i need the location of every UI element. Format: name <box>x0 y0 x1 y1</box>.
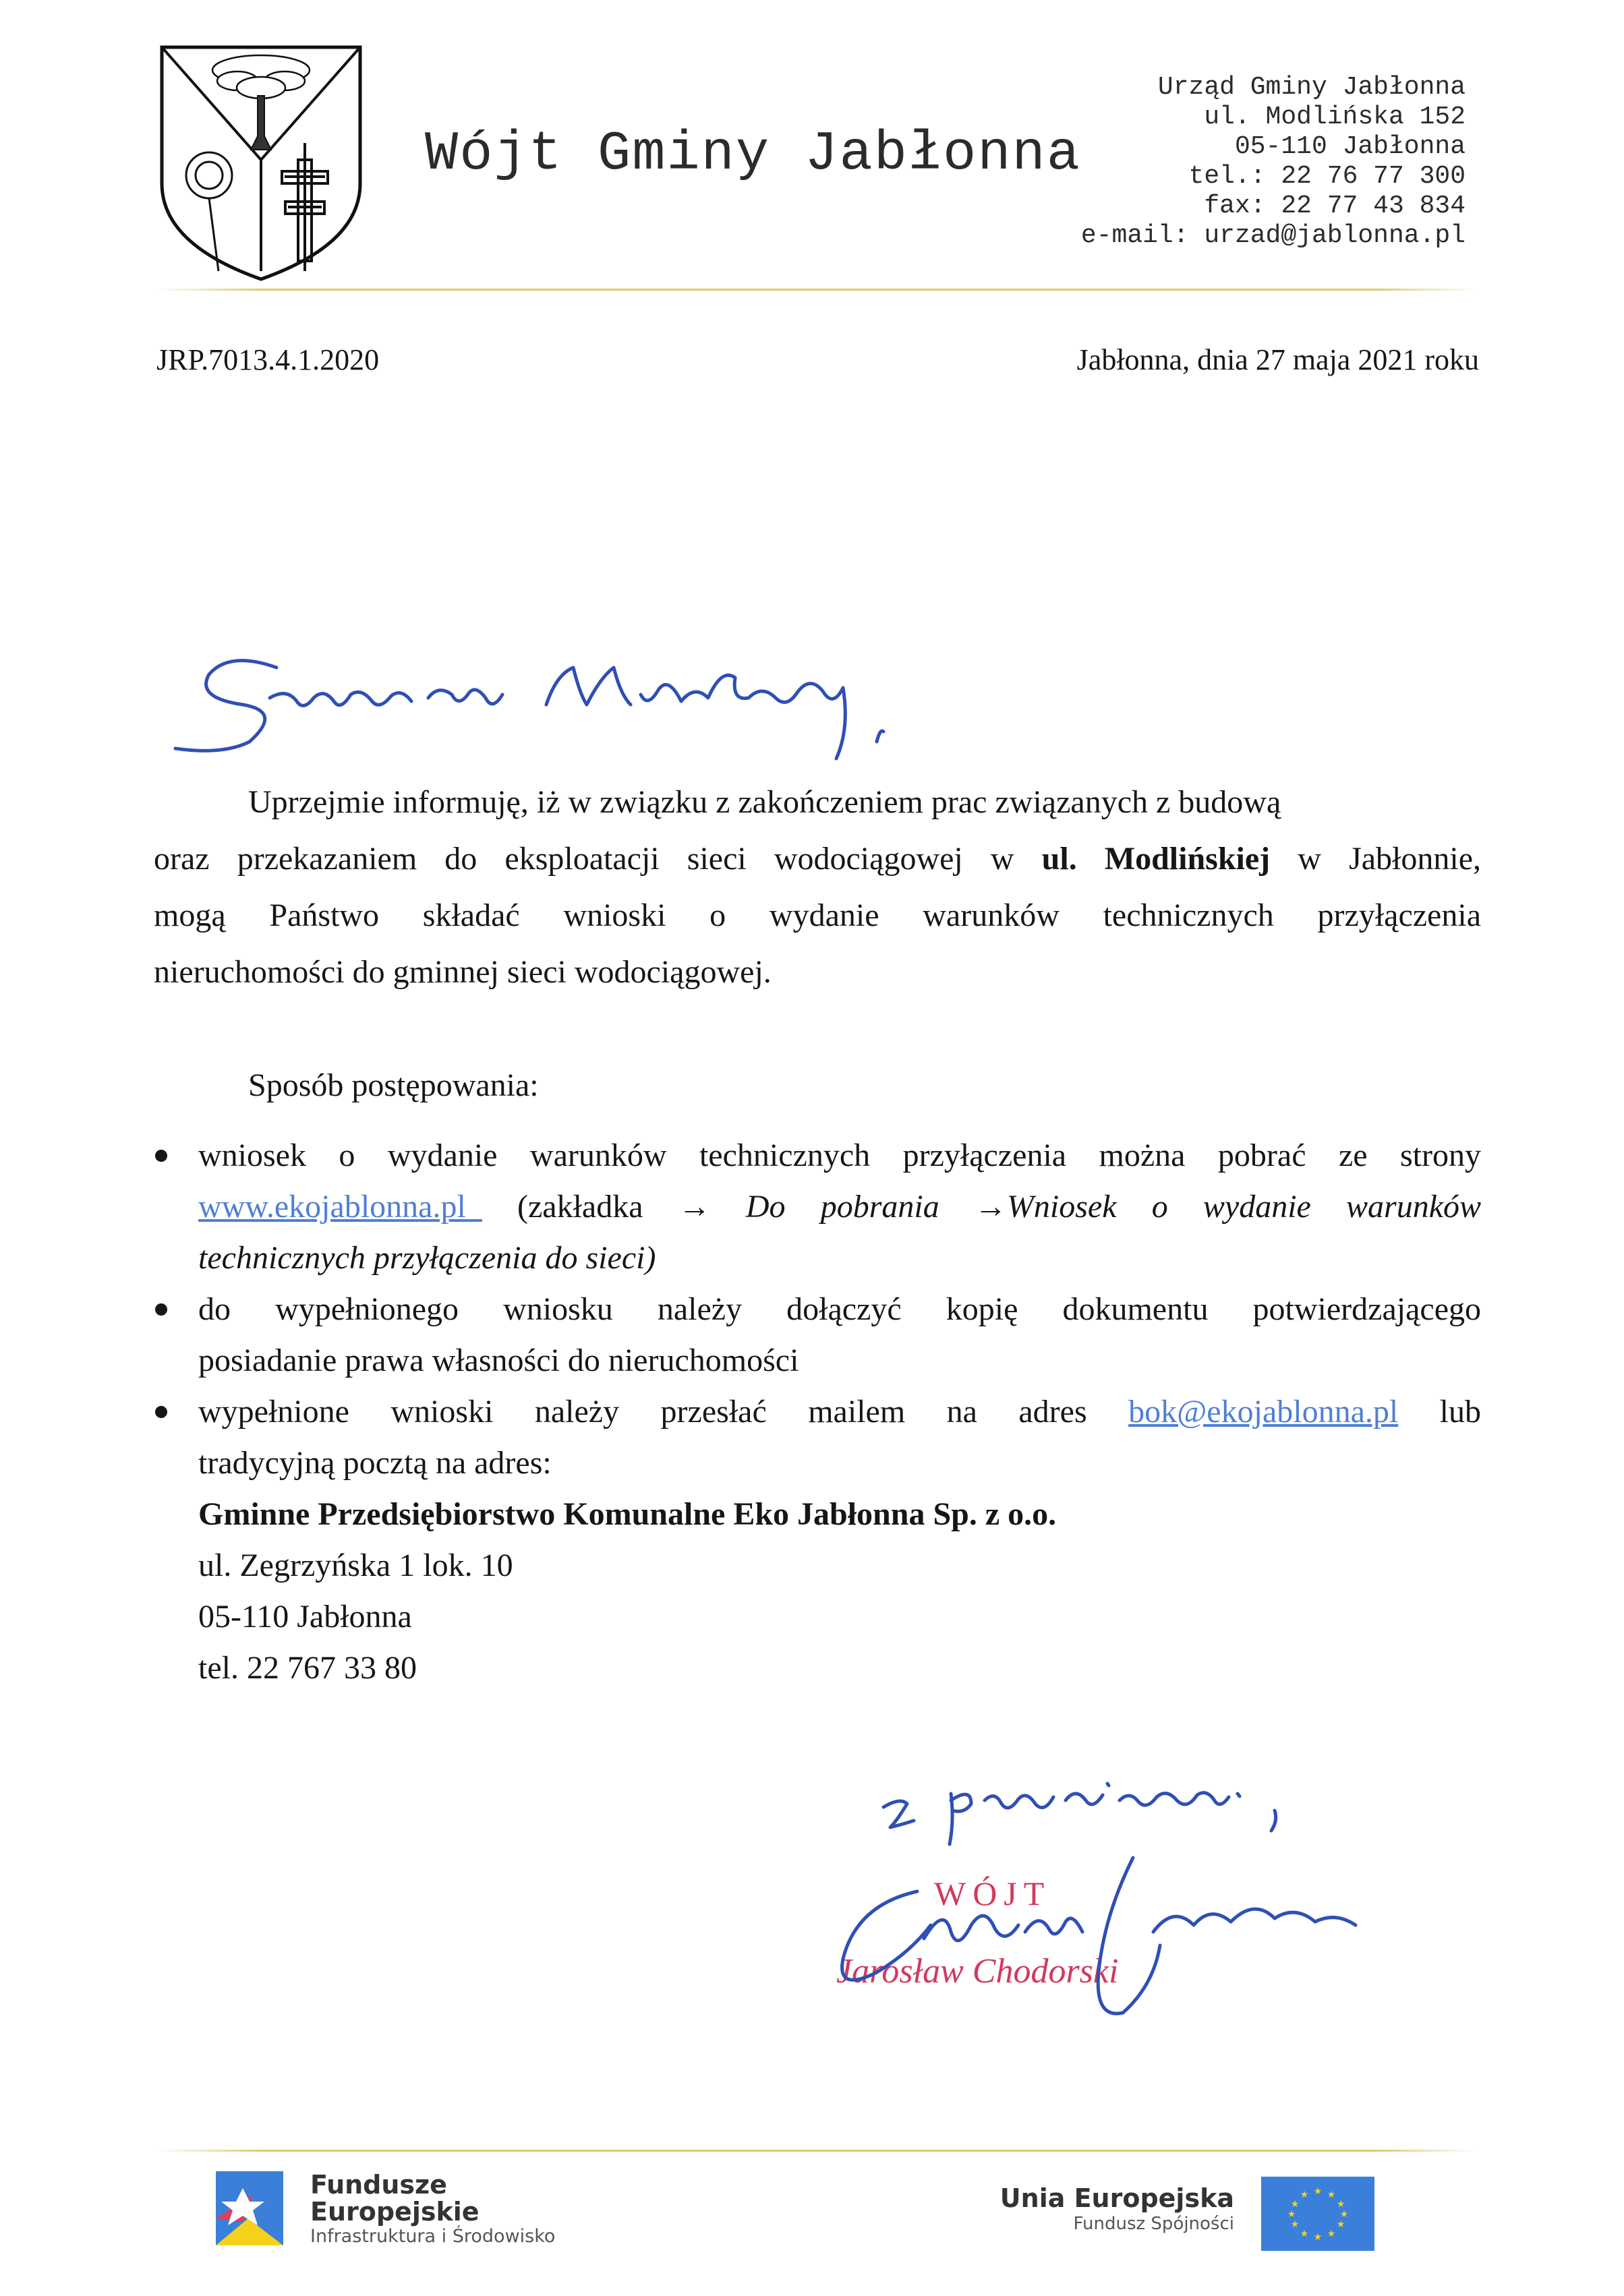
list-line: do wypełnionego wniosku należy dołączyć kopię dokumentu potwierdzającego <box>198 1291 1481 1327</box>
address-street: ul. Zegrzyńska 1 lok. 10 <box>198 1548 513 1583</box>
office-title: Wójt Gminy Jabłonna <box>425 123 1081 185</box>
list-line: tradycyjną pocztą na adres: <box>198 1445 552 1481</box>
signature-stamp <box>816 1851 1477 2033</box>
paragraph-line: Uprzejmie informuję, iż w związku z zakończeniem prac związanych z budową <box>248 784 1281 820</box>
company-address <box>154 1489 1481 1694</box>
street-name: ul. Modlińskiej <box>1041 841 1271 877</box>
fundusze-europejskie-logo-icon <box>216 2171 283 2245</box>
fe-title-1: Fundusze <box>310 2170 447 2200</box>
signature-stamp-graphic <box>816 1851 1477 2033</box>
list-item <box>154 1386 1481 1489</box>
svg-text:★: ★ <box>1300 2229 1309 2239</box>
svg-text:★: ★ <box>1327 2229 1336 2239</box>
list-line <box>198 1386 1481 1438</box>
svg-text:★: ★ <box>1327 2189 1336 2200</box>
coat-of-arms-icon <box>156 42 366 285</box>
contact-email: e-mail: urzad@jablonna.pl <box>1080 221 1466 250</box>
svg-text:★: ★ <box>1290 2219 1300 2230</box>
svg-text:★: ★ <box>1300 2189 1309 2200</box>
download-path: Do pobrania →Wniosek o wydanie warunków <box>745 1189 1482 1225</box>
email-link[interactable]: bok@ekojablonna.pl <box>1128 1394 1399 1430</box>
svg-text:★: ★ <box>1287 2209 1296 2220</box>
handwritten-salutation <box>169 647 998 769</box>
contact-office: Urząd Gminy Jabłonna <box>1157 73 1466 102</box>
svg-text:★: ★ <box>1336 2219 1345 2230</box>
fe-subtitle: Infrastruktura i Środowisko <box>310 2226 556 2247</box>
bullet-icon <box>155 1303 167 1316</box>
svg-text:★: ★ <box>1339 2209 1349 2220</box>
company-name: Gminne Przedsiębiorstwo Komunalne Eko Jabłonna Sp. z o.o. <box>198 1496 1057 1532</box>
eu-subtitle: Fundusz Spójności <box>1073 2214 1234 2234</box>
handwritten-closing <box>870 1746 1315 1848</box>
contact-city: 05-110 Jabłonna <box>1234 132 1466 161</box>
address-city: 05-110 Jabłonna <box>198 1599 412 1635</box>
text-run: lub <box>1439 1394 1482 1430</box>
reference-number: JRP.7013.4.1.2020 <box>156 343 380 376</box>
list-line <box>198 1233 1481 1284</box>
bullet-icon <box>155 1150 167 1162</box>
contact-phone: tel.: 22 76 77 300 <box>1188 162 1466 191</box>
list-line <box>198 1181 1481 1233</box>
procedure-list <box>154 1130 1481 1694</box>
paragraph-line: mogą Państwo składać wnioski o wydanie warunków technicznych przyłączenia <box>154 897 1481 933</box>
download-path-end: technicznych przyłączenia do sieci) <box>198 1240 656 1276</box>
footer-divider <box>156 2150 1478 2152</box>
contact-fax: fax: 22 77 43 834 <box>1204 192 1466 220</box>
list-item <box>154 1130 1481 1284</box>
contact-street: ul. Modlińska 152 <box>1204 102 1466 131</box>
text-run: oraz przekazaniem do eksploatacji sieci wodociągowej w <box>154 841 1014 877</box>
eu-flag-icon <box>1261 2177 1374 2251</box>
paragraph-line: nieruchomości do gminnej sieci wodociągowej. <box>154 954 772 990</box>
svg-text:Jarosław Chodorski: Jarosław Chodorski <box>836 1952 1119 1991</box>
letter-date: Jabłonna, dnia 27 maja 2021 roku <box>1076 343 1479 376</box>
svg-text:★: ★ <box>1313 2186 1323 2197</box>
text-run: (zakładka → <box>517 1189 711 1225</box>
list-line: posiadanie prawa własności do nieruchomości <box>198 1343 799 1378</box>
svg-text:★: ★ <box>1313 2232 1323 2243</box>
procedure-heading: Sposób postępowania: <box>248 1067 539 1103</box>
intro-paragraph <box>154 774 1481 1001</box>
fe-title-2: Europejskie <box>310 2197 480 2227</box>
text-run: w Jabłonnie, <box>1298 841 1482 877</box>
list-item <box>154 1284 1481 1386</box>
header-divider <box>156 289 1478 291</box>
svg-text:★: ★ <box>1336 2199 1345 2210</box>
svg-text:★: ★ <box>1290 2199 1300 2210</box>
website-link[interactable]: www.ekojablonna.pl_ <box>198 1189 482 1225</box>
bullet-icon <box>155 1406 167 1418</box>
svg-text:WÓJT: WÓJT <box>934 1875 1051 1912</box>
contact-block <box>1081 73 1466 251</box>
text-run: wypełnione wnioski należy przesłać mailem na adres <box>198 1394 1087 1430</box>
list-line: wniosek o wydanie warunków technicznych przyłączenia można pobrać ze strony <box>198 1138 1481 1173</box>
paragraph-line <box>154 831 1481 887</box>
eu-title: Unia Europejska <box>999 2183 1234 2213</box>
address-phone: tel. 22 767 33 80 <box>198 1650 417 1686</box>
